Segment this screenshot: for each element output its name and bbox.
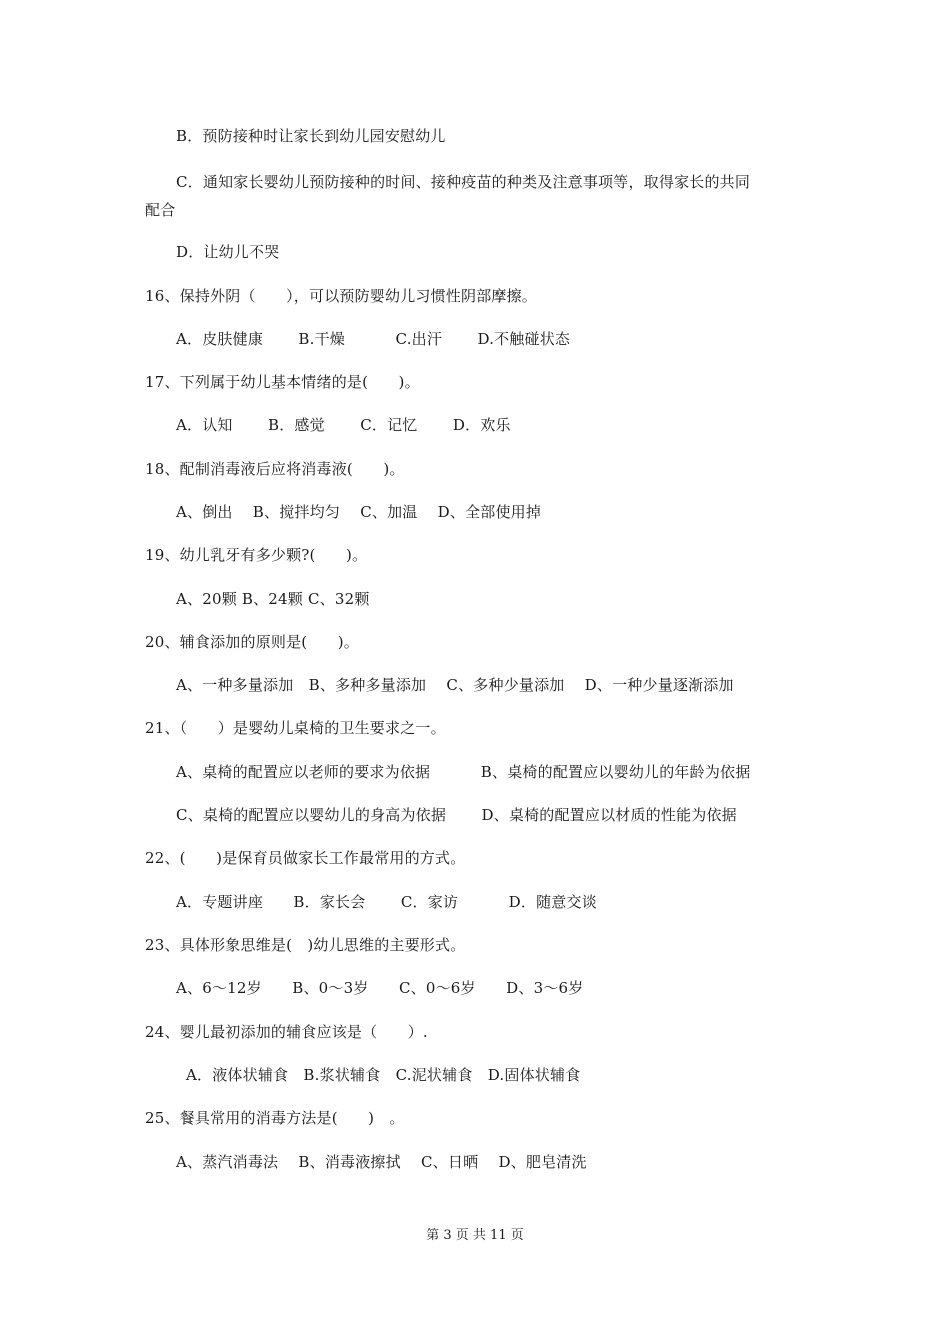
question-20: 20、辅食添加的原则是( )。 <box>145 633 359 651</box>
question-21: 21、（ ）是婴幼儿桌椅的卫生要求之一。 <box>145 719 446 737</box>
question-16: 16、保持外阴（ ），可以预防婴幼儿习惯性阴部摩擦。 <box>145 287 537 305</box>
options-21-ab: A、桌椅的配置应以老师的要求为依据 B、桌椅的配置应以婴幼儿的年龄为依据 <box>176 763 751 781</box>
options-18: A、倒出 B、搅拌均匀 C、加温 D、全部使用掉 <box>176 503 542 521</box>
options-17: A．认知 B．感觉 C．记忆 D．欢乐 <box>176 416 511 434</box>
question-22: 22、( )是保育员做家长工作最常用的方式。 <box>145 849 466 867</box>
options-21-cd: C、桌椅的配置应以婴幼儿的身高为依据 D、桌椅的配置应以材质的性能为依据 <box>176 806 737 824</box>
options-19: A、20颗 B、24颗 C、32颗 <box>176 590 370 608</box>
question-24: 24、婴儿最初添加的辅食应该是（ ）. <box>145 1023 428 1041</box>
options-24: A．液体状辅食 B.浆状辅食 C.泥状辅食 D.固体状辅食 <box>186 1066 581 1084</box>
question-25: 25、餐具常用的消毒方法是( ) 。 <box>145 1109 405 1127</box>
option-15-d: D．让幼儿不哭 <box>176 243 280 261</box>
question-18: 18、配制消毒液后应将消毒液( )。 <box>145 460 405 478</box>
question-23: 23、具体形象思维是( )幼儿思维的主要形式。 <box>145 936 466 954</box>
options-16: A．皮肤健康 B.干燥 C.出汗 D.不触碰状态 <box>176 330 571 348</box>
option-15-b: B．预防接种时让家长到幼儿园安慰幼儿 <box>176 127 446 145</box>
question-17: 17、下列属于幼儿基本情绪的是( )。 <box>145 373 420 391</box>
option-15-c-continued: 配合 <box>145 201 176 219</box>
question-19: 19、幼儿乳牙有多少颗?( )。 <box>145 546 368 564</box>
options-20: A、一种多量添加 B、多种多量添加 C、多种少量添加 D、一种少量逐渐添加 <box>176 676 734 694</box>
options-25: A、蒸汽消毒法 B、消毒液擦拭 C、日晒 D、肥皂清洗 <box>176 1153 587 1171</box>
option-15-c: C．通知家长婴幼儿预防接种的时间、接种疫苗的种类及注意事项等，取得家长的共同 <box>176 173 751 191</box>
options-23: A、6～12岁 B、0～3岁 C、0～6岁 D、3～6岁 <box>176 979 584 997</box>
page-footer: 第 3 页 共 11 页 <box>426 1228 524 1243</box>
options-22: A．专题讲座 B．家长会 C．家访 D．随意交谈 <box>176 893 597 911</box>
